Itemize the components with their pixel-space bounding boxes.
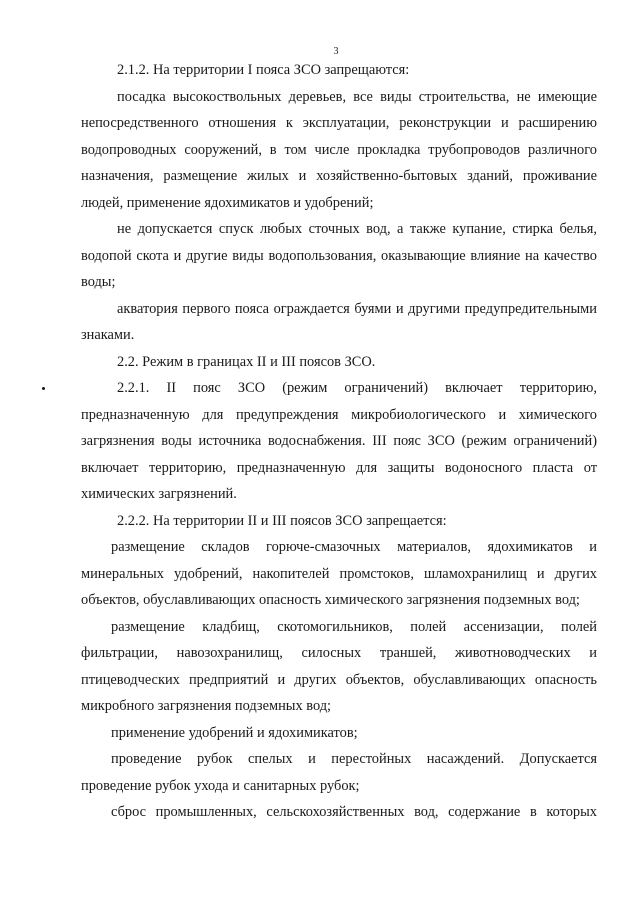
paragraph-zone-2-3-definition: 2.2.1. II пояс ЗСО (режим ограничений) включает территорию, предназначенную для предупреждения микробиологического и химического загрязнения воды источника водоснабжения. III пояс ЗСО (режим ограничений) включает территорию, предназначенную для защиты водоносного пласта от химических загрязнений. [81, 380, 597, 502]
section-heading-2-2: 2.2. Режим в границах II и III поясов ЗСО. [117, 353, 376, 370]
page-number: 3 [333, 46, 339, 57]
scan-speck [42, 387, 45, 390]
document-body [81, 57, 597, 826]
paragraph-water-area-buoys: акватория первого пояса ограждается буями и другими предупредительными знаками. [81, 300, 597, 343]
section-heading-2-1-2: 2.1.2. На территории I пояса ЗСО запрещаются: [117, 62, 410, 78]
paragraph-logging: проведение рубок спелых и перестойных насаждений. Допускается проведение рубок ухода и санитарных рубок; [81, 751, 597, 794]
paragraph-wastewater: не допускается спуск любых сточных вод, а также купание, стирка белья, водопой скота и другие виды водопользования, оказывающие влияние на качество воды; [81, 221, 597, 290]
paragraph-fuel-storage: размещение складов горюче-смазочных материалов, ядохимикатов и минеральных удобрений, накопителей промстоков, шламохранилищ и других объектов, обуславливающих опасность химического загрязнения подземных вод; [81, 539, 597, 608]
paragraph-discharge: сброс промышленных, сельскохозяйственных вод, содержание в которых [111, 804, 597, 820]
paragraph-fertilizers: применение удобрений и ядохимикатов; [111, 724, 358, 741]
paragraph-cemeteries: размещение кладбищ, скотомогильников, полей ассенизации, полей фильтрации, навозохранилищ, силосных траншей, животноводческих и птицеводческих предприятий и других объектов, обуславливающих опасность микробного загрязнения подземных вод; [81, 618, 597, 714]
section-heading-2-2-2: 2.2.2. На территории II и III поясов ЗСО запрещается: [117, 512, 447, 529]
paragraph-planting-construction: посадка высокоствольных деревьев, все виды строительства, не имеющие непосредственного отношения к эксплуатации, реконструкции и расширению водопроводных сооружений, в том числе прокладка трубопроводов различного назначения, размещение жилых и хозяйственно-бытовых зданий, проживание людей, применение ядохимикатов и удобрений; [81, 88, 597, 211]
